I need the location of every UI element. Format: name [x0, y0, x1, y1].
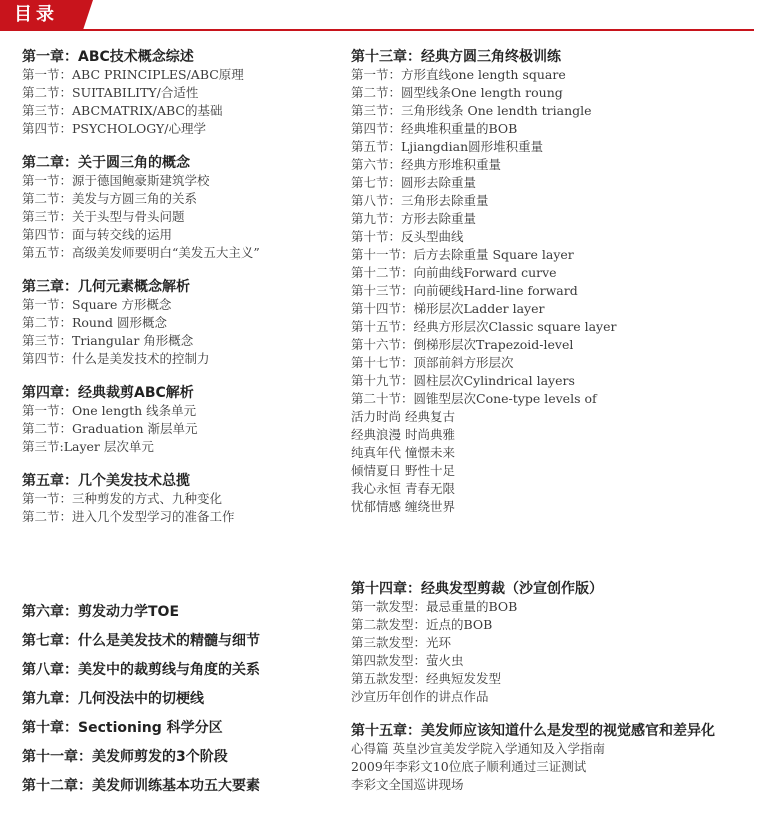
- toc-entry: 第十二节：向前曲线Forward curve: [351, 265, 557, 280]
- toc-entry: 第一节：One length 线条单元: [22, 403, 197, 418]
- toc-entry: 第十一节：后方去除重量 Square layer: [351, 247, 574, 262]
- toc-lower-right: [351, 580, 756, 810]
- toc-entry: 我心永恒 青春无限: [351, 481, 455, 496]
- toc-entry: 第二十节：圆锥型层次Cone-type levels of: [351, 391, 597, 406]
- toc-entry: 第二节：美发与方圆三角的关系: [22, 191, 198, 206]
- toc-entry: 第十六节：倒梯形层次Trapezoid-level: [351, 337, 574, 352]
- toc-entry: 第十七节：顶部前斜方形层次: [351, 355, 514, 370]
- toc-entry: 第五节：高级美发师要明白“美发五大主义”: [22, 245, 260, 260]
- toc-entry: 心得篇 英皇沙宣美发学院入学通知及入学指南: [351, 741, 605, 756]
- chapter-section: [22, 472, 342, 526]
- toc-entry: 第三节：Triangular 角形概念: [22, 333, 194, 348]
- toc-entry: 2009年李彩文10位底子顺利通过三证测试: [351, 759, 587, 774]
- toc-left-column: [22, 48, 342, 542]
- toc-entry: 第一节：Square 方形概念: [22, 297, 172, 312]
- toc-entry: 第六节：经典方形堆积重量: [351, 157, 502, 172]
- toc-entry: 沙宣历年创作的讲点作品: [351, 689, 489, 704]
- toc-entry: 经典浪漫 时尚典雅: [351, 427, 455, 442]
- chapter-section: [351, 722, 756, 794]
- toc-entry: 第四节：PSYCHOLOGY/心理学: [22, 121, 206, 136]
- toc-entry: 第四节：经典堆积重量的BOB: [351, 121, 518, 136]
- toc-lower-left: [22, 598, 342, 801]
- toc-entry: 第十九节：圆柱层次Cylindrical layers: [351, 373, 575, 388]
- toc-entry: 倾情夏日 野性十足: [351, 463, 455, 478]
- toc-entry: 忧郁情感 缠绕世界: [351, 499, 455, 514]
- toc-entry: 纯真年代 憧憬未来: [351, 445, 455, 460]
- toc-entry: 活力时尚 经典复古: [351, 409, 455, 424]
- toc-entry: 李彩文全国巡讲现场: [351, 777, 464, 792]
- tab-notch: [83, 0, 93, 30]
- chapter-heading: 第三章：几何元素概念解析: [22, 279, 190, 295]
- toc-entry: 第四节：什么是美发技术的控制力: [22, 351, 210, 366]
- toc-entry: 第五款发型：经典短发发型: [351, 671, 502, 686]
- toc-entry: 第一节：ABC PRINCIPLES/ABC原理: [22, 67, 244, 82]
- toc-entry: 第二节：Graduation 渐层单元: [22, 421, 198, 436]
- toc-title: 目录: [14, 4, 58, 25]
- toc-entry: 第二节：Round 圆形概念: [22, 315, 168, 330]
- toc-entry: 第八节：三角形去除重量: [351, 193, 489, 208]
- header-rule: [0, 29, 754, 31]
- chapter-section: [22, 384, 342, 456]
- chapter-heading: 第二章：关于圆三角的概念: [22, 155, 190, 171]
- toc-entry: 第一节：源于德国鲍豪斯建筑学校: [22, 173, 210, 188]
- toc-entry: 第二节：进入几个发型学习的准备工作: [22, 509, 235, 524]
- toc-entry: 第三节：三角形线条 One lendth triangle: [351, 103, 592, 118]
- chapter-heading: 第七章：什么是美发技术的精髓与细节: [22, 633, 260, 649]
- toc-entry: 第五节：Ljiangdian圆形堆积重量: [351, 139, 544, 154]
- toc-entry: 第四款发型：萤火虫: [351, 653, 464, 668]
- chapter-heading: 第十二章：美发师训练基本功五大要素: [22, 778, 260, 794]
- chapter-section: [22, 48, 342, 138]
- toc-entry: 第三节:Layer 层次单元: [22, 439, 154, 454]
- chapter-heading: 第四章：经典裁剪ABC解析: [22, 385, 194, 401]
- chapter-section: [22, 278, 342, 368]
- chapter-heading: 第十五章：美发师应该知道什么是发型的视觉感官和差异化: [351, 723, 715, 739]
- chapter-heading: 第十一章：美发师剪发的3个阶段: [22, 749, 228, 765]
- toc-entry: 第二节：SUITABILITY/合适性: [22, 85, 199, 100]
- chapter-heading: 第六章：剪发动力学TOE: [22, 604, 180, 620]
- chapter-heading: 第五章：几个美发技术总揽: [22, 473, 190, 489]
- toc-entry: 第十五节：经典方形层次Classic square layer: [351, 319, 617, 334]
- toc-entry: 第九节：方形去除重量: [351, 211, 477, 226]
- toc-entry: 第四节：面与转交线的运用: [22, 227, 173, 242]
- toc-entry: 第三款发型：光环: [351, 635, 452, 650]
- toc-entry: 第三节：ABCMATRIX/ABC的基础: [22, 103, 223, 118]
- chapter-heading: 第八章：美发中的裁剪线与角度的关系: [22, 662, 260, 678]
- toc-entry: 第十三节：向前硬线Hard-line forward: [351, 283, 578, 298]
- toc-entry: 第十四节：梯形层次Ladder layer: [351, 301, 545, 316]
- toc-entry: 第二款发型：近点的BOB: [351, 617, 493, 632]
- toc-entry: 第十节：反头型曲线: [351, 229, 464, 244]
- chapter-heading: 第十三章：经典方圆三角终极训练: [351, 49, 561, 65]
- toc-entry: 第七节：圆形去除重量: [351, 175, 477, 190]
- toc-header-tab: [0, 0, 83, 30]
- chapter-heading: 第十章：Sectioning 科学分区: [22, 720, 223, 736]
- toc-entry: 第一节：方形直线one length square: [351, 67, 566, 82]
- toc-entry: 第三节：关于头型与骨头问题: [22, 209, 185, 224]
- toc-entry: 第二节：圆型线条One length roung: [351, 85, 563, 100]
- toc-entry: 第一节：三种剪发的方式、九种变化: [22, 491, 223, 506]
- chapter-section: [22, 154, 342, 262]
- chapter-heading: 第十四章：经典发型剪裁（沙宣创作版）: [351, 581, 603, 597]
- chapter-heading: 第一章：ABC技术概念综述: [22, 49, 194, 65]
- toc-entry: 第一款发型：最忌重量的BOB: [351, 599, 518, 614]
- chapter-section: [351, 580, 756, 706]
- toc-right-column: [351, 48, 756, 516]
- chapter-heading: 第九章：几何没法中的切梗线: [22, 691, 204, 707]
